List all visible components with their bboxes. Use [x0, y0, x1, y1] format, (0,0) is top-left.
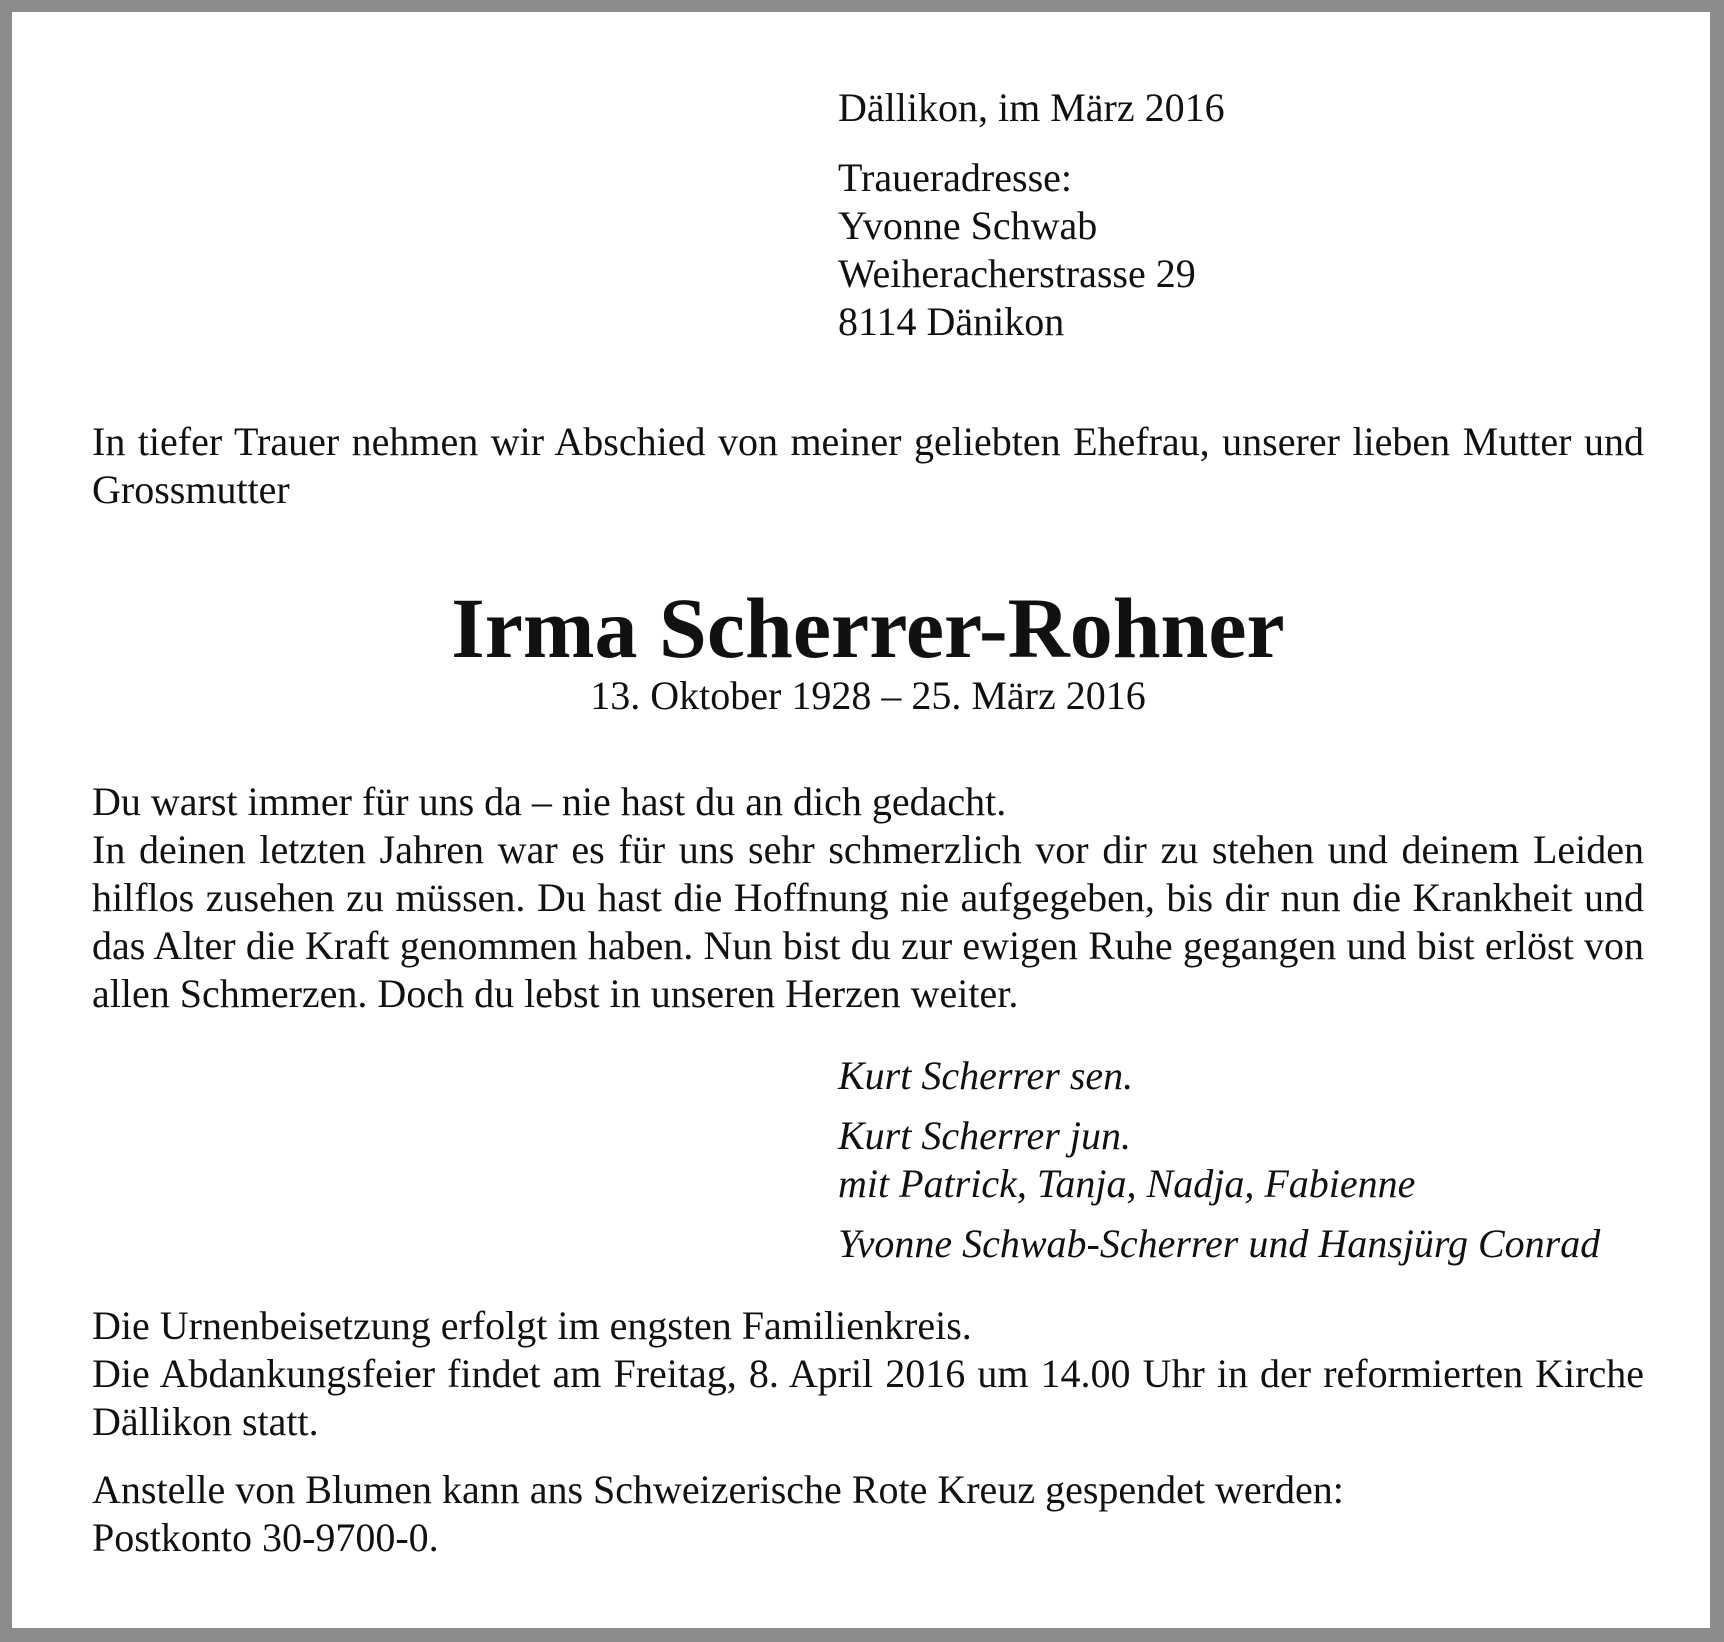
address-street: Weiheracherstrasse 29: [838, 251, 1196, 296]
donation-line: Anstelle von Blumen kann ans Schweizerische Rote Kreuz gespendet werden:: [92, 1467, 1344, 1512]
tribute-paragraph: In deinen letzten Jahren war es für uns sehr schmerzlich vor dir zu stehen und deinem Leiden hilflos zusehen zu müssen. Du hast die Hoffnung nie aufgegeben, bis dir nun die Krankheit und das Alter die Kraft genommen haben. Nun bist du zur ewigen Ruhe gegangen und bist erlöst von allen Schmerzen. Doch du lebst in unseren Herzen weiter.: [92, 827, 1644, 1016]
deceased-name: Irma Scherrer-Rohner: [451, 580, 1285, 676]
ceremony-paragraph: Die Abdankungsfeier findet am Freitag, 8. April 2016 um 14.00 Uhr in der reformierten Kirche Dällikon statt.: [92, 1351, 1644, 1444]
mourner-3: Yvonne Schwab-Scherrer und Hansjürg Conrad: [838, 1221, 1601, 1266]
tribute-line: Du warst immer für uns da – nie hast du an dich gedacht.: [92, 779, 1007, 824]
address-city: 8114 Dänikon: [838, 299, 1065, 344]
life-dates: 13. Oktober 1928 – 25. März 2016: [590, 673, 1146, 718]
mourner-2: Kurt Scherrer jun.: [838, 1113, 1131, 1158]
mourner-2-family: mit Patrick, Tanja, Nadja, Fabienne: [838, 1161, 1416, 1206]
mourner-1: Kurt Scherrer sen.: [838, 1053, 1134, 1098]
tribute-text: [92, 778, 1644, 1018]
intro-text: In tiefer Trauer nehmen wir Abschied von meiner geliebten Ehefrau, unserer lieben Mutter und Grossmutter: [92, 419, 1644, 512]
address-name: Yvonne Schwab: [838, 203, 1098, 248]
obituary-page: [12, 12, 1710, 1628]
address-label: Traueradresse:: [838, 155, 1073, 200]
donation-text: [92, 1466, 1644, 1562]
ceremony-text: [92, 1302, 1644, 1446]
place-date: Dällikon, im März 2016: [838, 85, 1225, 130]
donation-account: Postkonto 30-9700-0.: [92, 1515, 439, 1560]
ceremony-line: Die Urnenbeisetzung erfolgt im engsten Familienkreis.: [92, 1303, 972, 1348]
